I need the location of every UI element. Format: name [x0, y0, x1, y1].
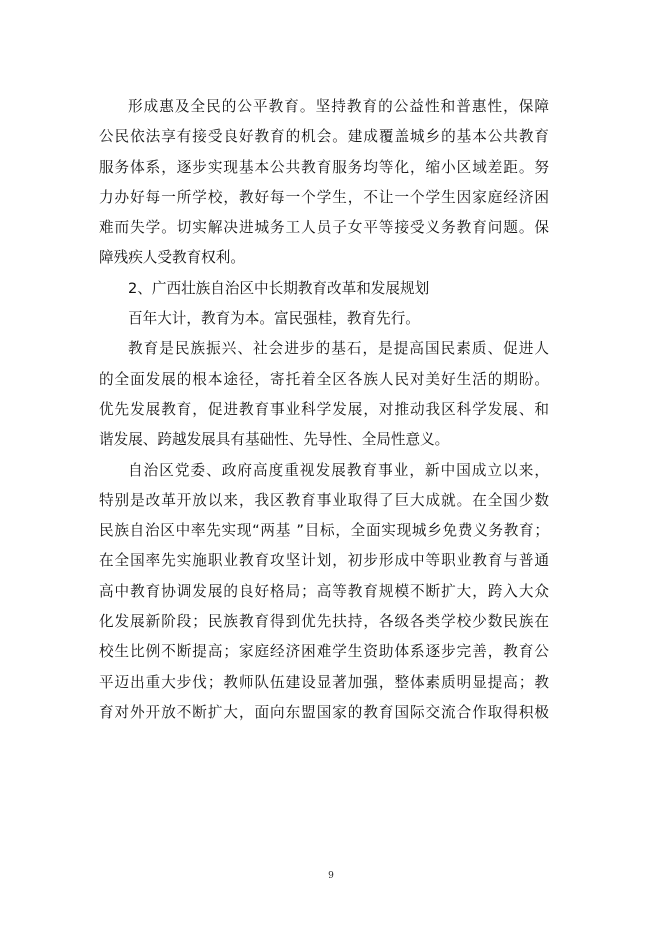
text-line: 自治区党委、政府高度重视发展教育事业，新中国成立以来， [128, 461, 549, 479]
text-line: 服务体系，逐步实现基本公共教育服务均等化，缩小区域差距。努 [99, 158, 549, 176]
text-line: 教育是民族振兴、社会进步的基石，是提高国民素质、促进人 [128, 340, 549, 358]
text-line: 民族自治区中率先实现“两基 ”目标，全面实现城乡免费义务教育； [99, 522, 549, 540]
text-line: 形成惠及全民的公平教育。坚持教育的公益性和普惠性，保障 [128, 98, 549, 115]
text-line: 百年大计，教育为本。富民强桂，教育先行。 [128, 310, 420, 328]
text-line: 优先发展教育，促进教育事业科学发展，对推动我区科学发展、和 [99, 400, 549, 418]
page-number: 9 [328, 871, 334, 881]
text-line: 校生比例不断提高；家庭经济困难学生资助体系逐步完善，教育公 [99, 643, 549, 661]
text-line: 特别是改革开放以来，我区教育事业取得了巨大成就。在全国少数 [99, 491, 549, 509]
text-line: 育对外开放不断扩大，面向东盟国家的教育国际交流合作取得积极 [99, 703, 549, 721]
text-line: 高中教育协调发展的良好格局；高等教育规模不断扩大，跨入大众 [99, 582, 549, 600]
text-line: 障残疾人受教育权利。 [99, 249, 245, 267]
text-line: 在全国率先实施职业教育攻坚计划，初步形成中等职业教育与普通 [99, 552, 549, 570]
body-text [99, 92, 549, 728]
text-line: 谐发展、跨越发展具有基础性、先导性、全局性意义。 [99, 431, 450, 449]
text-line: 的全面发展的根本途径，寄托着全区各族人民对美好生活的期盼。 [99, 370, 549, 388]
section-heading: 2、广西壮族自治区中长期教育改革和发展规划 [128, 279, 430, 297]
text-line: 力办好每一所学校，教好每一个学生，不让一个学生因家庭经济困 [99, 188, 549, 206]
text-line: 平迈出重大步伐；教师队伍建设显著加强，整体素质明显提高；教 [99, 673, 549, 691]
text-line: 难而失学。切实解决进城务工人员子女平等接受义务教育问题。保 [99, 219, 549, 237]
text-line: 化发展新阶段；民族教育得到优先扶持，各级各类学校少数民族在 [99, 613, 549, 631]
text-line: 公民依法享有接受良好教育的机会。建成覆盖城乡的基本公共教育 [99, 128, 549, 146]
